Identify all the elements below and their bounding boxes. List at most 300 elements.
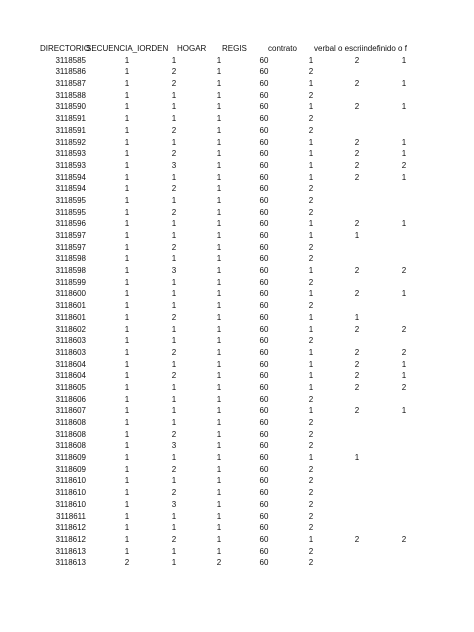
table-cell: 2 <box>171 79 177 89</box>
table-cell: 1 <box>124 266 130 276</box>
table-cell: 1 <box>171 558 177 568</box>
table-cell: 2 <box>308 277 314 287</box>
table-cell: 1 <box>124 523 130 533</box>
table-cell: 1 <box>216 511 222 521</box>
table-cell: 1 <box>401 149 407 159</box>
table-cell: 60 <box>259 523 269 533</box>
table-cell: 3118587 <box>55 79 86 89</box>
table-row <box>0 66 474 78</box>
table-cell: 3118591 <box>55 114 86 124</box>
table-cell: 1 <box>216 464 222 474</box>
table-cell: 60 <box>259 371 269 381</box>
table-cell: 2 <box>354 55 360 65</box>
table-row <box>0 534 474 546</box>
table-cell: 3118606 <box>55 394 86 404</box>
table-cell: 3118601 <box>55 301 86 311</box>
table-cell: 1 <box>171 453 177 463</box>
table-cell: 1 <box>171 523 177 533</box>
table-cell: 1 <box>308 149 314 159</box>
table-cell: 60 <box>259 67 269 77</box>
table-cell: 1 <box>216 429 222 439</box>
table-cell: 2 <box>401 382 407 392</box>
table-cell: 2 <box>354 534 360 544</box>
table-cell: 2 <box>354 137 360 147</box>
table-cell: 1 <box>124 114 130 124</box>
table-cell: 3118602 <box>55 324 86 334</box>
table-cell: 3118596 <box>55 219 86 229</box>
table-cell: 1 <box>401 137 407 147</box>
table-cell: 1 <box>216 523 222 533</box>
table-cell: 1 <box>124 242 130 252</box>
table-cell: 1 <box>171 172 177 182</box>
table-row <box>0 265 474 277</box>
table-cell: 1 <box>216 453 222 463</box>
table-cell: 1 <box>124 231 130 240</box>
table-cell: 1 <box>124 382 130 392</box>
table-cell: 2 <box>308 195 314 205</box>
table-row <box>0 300 474 312</box>
table-cell: 1 <box>216 418 222 427</box>
table-cell: 1 <box>216 312 222 322</box>
table-cell: 1 <box>124 394 130 404</box>
table-cell: 3118593 <box>55 160 86 170</box>
table-cell: 2 <box>308 242 314 252</box>
table-row <box>0 405 474 417</box>
table-cell: 2 <box>308 254 314 264</box>
table-cell: 3118585 <box>55 55 86 65</box>
table-cell: 2 <box>308 441 314 451</box>
table-cell: 60 <box>259 488 269 498</box>
table-cell: 1 <box>308 382 314 392</box>
table-cell: 2 <box>354 324 360 334</box>
table-cell: 1 <box>171 359 177 369</box>
table-row <box>0 101 474 113</box>
table-cell: 2 <box>354 359 360 369</box>
table-cell: 2 <box>308 336 314 346</box>
table-cell: 3118597 <box>55 242 86 252</box>
table-cell: 60 <box>259 184 269 194</box>
table-cell: 2 <box>308 499 314 509</box>
table-cell: 1 <box>171 511 177 521</box>
table-cell: 1 <box>124 219 130 229</box>
table-cell: 1 <box>216 242 222 252</box>
table-cell: 1 <box>216 336 222 346</box>
table-cell: 2 <box>308 90 314 100</box>
table-cell: 1 <box>308 324 314 334</box>
table-cell: 2 <box>171 488 177 498</box>
table-cell: 1 <box>216 406 222 416</box>
table-cell: 60 <box>259 172 269 182</box>
table-cell: 1 <box>124 67 130 77</box>
table-cell: 3118598 <box>55 254 86 264</box>
table-cell: 60 <box>259 347 269 357</box>
table-cell: 1 <box>308 266 314 276</box>
table-row <box>0 125 474 137</box>
table-row <box>0 78 474 90</box>
table-cell: 2 <box>171 347 177 357</box>
table-cell: 3118604 <box>55 359 86 369</box>
table-cell: 60 <box>259 207 269 217</box>
table-cell: 1 <box>216 67 222 77</box>
table-row <box>0 218 474 230</box>
table-cell: 2 <box>354 266 360 276</box>
table-cell: 1 <box>216 499 222 509</box>
table-cell: 2 <box>308 523 314 533</box>
table-cell: 3118591 <box>55 125 86 135</box>
table-cell: 60 <box>259 149 269 159</box>
table-cell: 1 <box>124 277 130 287</box>
table-cell: 3118608 <box>55 441 86 451</box>
table-cell: 1 <box>124 184 130 194</box>
table-cell: 2 <box>171 207 177 217</box>
table-cell: 1 <box>216 324 222 334</box>
table-row <box>0 195 474 207</box>
table-cell: 1 <box>124 324 130 334</box>
table-cell: 3118608 <box>55 429 86 439</box>
table-cell: 1 <box>124 301 130 311</box>
table-cell: 1 <box>308 219 314 229</box>
table-cell: 2 <box>171 125 177 135</box>
table-cell: 60 <box>259 277 269 287</box>
table-row <box>0 394 474 406</box>
table-cell: 1 <box>124 55 130 65</box>
table-cell: 1 <box>216 172 222 182</box>
table-cell: 1 <box>216 277 222 287</box>
table-cell: 2 <box>308 546 314 556</box>
table-cell: 2 <box>308 125 314 135</box>
table-cell: 3118609 <box>55 464 86 474</box>
table-cell: 1 <box>124 289 130 299</box>
table-cell: 2 <box>171 67 177 77</box>
table-cell: 1 <box>308 231 314 240</box>
table-cell: 1 <box>308 371 314 381</box>
table-cell: 1 <box>171 382 177 392</box>
table-cell: 1 <box>216 382 222 392</box>
column-header: contrato <box>268 44 297 53</box>
table-row <box>0 55 474 67</box>
table-row <box>0 253 474 265</box>
table-cell: 60 <box>259 511 269 521</box>
table-cell: 2 <box>308 464 314 474</box>
table-cell: 2 <box>171 312 177 322</box>
table-cell: 1 <box>308 406 314 416</box>
table-cell: 3118592 <box>55 137 86 147</box>
table-cell: 3118610 <box>55 488 86 498</box>
table-cell: 2 <box>354 347 360 357</box>
table-row <box>0 370 474 382</box>
table-cell: 2 <box>354 406 360 416</box>
table-cell: 3118595 <box>55 195 86 205</box>
table-cell: 3118609 <box>55 453 86 463</box>
table-cell: 60 <box>259 418 269 427</box>
table-cell: 3118610 <box>55 476 86 486</box>
table-cell: 2 <box>401 266 407 276</box>
table-cell: 60 <box>259 499 269 509</box>
table-cell: 1 <box>354 453 360 463</box>
table-row <box>0 452 474 464</box>
table-cell: 1 <box>401 79 407 89</box>
table-cell: 3118588 <box>55 90 86 100</box>
table-cell: 2 <box>308 207 314 217</box>
table-cell: 2 <box>401 160 407 170</box>
table-cell: 60 <box>259 242 269 252</box>
column-header: HOGAR <box>177 44 207 53</box>
table-cell: 2 <box>354 172 360 182</box>
table-cell: 1 <box>308 359 314 369</box>
table-cell: 1 <box>124 336 130 346</box>
table-row <box>0 207 474 219</box>
table-cell: 60 <box>259 336 269 346</box>
table-cell: 60 <box>259 79 269 89</box>
table-row <box>0 312 474 324</box>
table-row <box>0 324 474 336</box>
table-cell: 1 <box>216 137 222 147</box>
table-cell: 1 <box>216 55 222 65</box>
table-cell: 60 <box>259 137 269 147</box>
table-cell: 3 <box>171 160 177 170</box>
table-cell: 2 <box>308 67 314 77</box>
table-cell: 2 <box>354 149 360 159</box>
table-cell: 1 <box>124 499 130 509</box>
table-cell: 3118610 <box>55 499 86 509</box>
table-cell: 1 <box>124 90 130 100</box>
table-cell: 1 <box>308 534 314 544</box>
table-cell: 1 <box>216 114 222 124</box>
table-cell: 1 <box>216 371 222 381</box>
table-cell: 1 <box>216 534 222 544</box>
table-row <box>0 113 474 125</box>
table-cell: 1 <box>216 102 222 112</box>
table-row <box>0 429 474 441</box>
table-cell: 2 <box>171 534 177 544</box>
table-cell: 1 <box>124 359 130 369</box>
table-cell: 1 <box>124 102 130 112</box>
table-cell: 2 <box>124 558 130 568</box>
table-cell: 1 <box>124 464 130 474</box>
table-cell: 1 <box>216 79 222 89</box>
table-cell: 1 <box>354 231 360 240</box>
table-cell: 1 <box>124 406 130 416</box>
table-cell: 1 <box>216 476 222 486</box>
table-row <box>0 148 474 160</box>
table-cell: 3118613 <box>55 546 86 556</box>
table-cell: 2 <box>308 476 314 486</box>
table-cell: 2 <box>171 464 177 474</box>
table-cell: 3118594 <box>55 172 86 182</box>
table-cell: 1 <box>171 476 177 486</box>
table-cell: 1 <box>308 289 314 299</box>
table-cell: 60 <box>259 394 269 404</box>
table-cell: 1 <box>171 195 177 205</box>
table-cell: 1 <box>401 172 407 182</box>
table-cell: 1 <box>216 289 222 299</box>
table-cell: 1 <box>308 312 314 322</box>
table-cell: 3118599 <box>55 277 86 287</box>
table-row <box>0 475 474 487</box>
table-cell: 1 <box>171 55 177 65</box>
table-cell: 60 <box>259 558 269 568</box>
table-cell: 1 <box>308 55 314 65</box>
table-cell: 1 <box>308 453 314 463</box>
table-cell: 2 <box>401 347 407 357</box>
table-cell: 2 <box>171 371 177 381</box>
table-cell: 2 <box>216 558 222 568</box>
table-cell: 1 <box>124 207 130 217</box>
table-cell: 1 <box>124 172 130 182</box>
table-cell: 1 <box>171 301 177 311</box>
table-cell: 1 <box>216 149 222 159</box>
table-cell: 1 <box>216 266 222 276</box>
table-cell: 1 <box>216 160 222 170</box>
column-header: REGIS <box>222 44 247 53</box>
table-cell: 2 <box>308 184 314 194</box>
table-cell: 1 <box>124 546 130 556</box>
table-cell: 1 <box>216 488 222 498</box>
table-cell: 1 <box>216 219 222 229</box>
table-cell: 60 <box>259 254 269 264</box>
table-cell: 1 <box>171 102 177 112</box>
table-row <box>0 160 474 172</box>
table-cell: 1 <box>216 207 222 217</box>
table-row <box>0 557 474 569</box>
table-cell: 2 <box>354 371 360 381</box>
table-cell: 3118607 <box>55 406 86 416</box>
table-cell: 1 <box>124 511 130 521</box>
table-row <box>0 546 474 558</box>
table-cell: 2 <box>354 382 360 392</box>
table-cell: 3118590 <box>55 102 86 112</box>
table-cell: 1 <box>124 453 130 463</box>
table-cell: 1 <box>124 476 130 486</box>
table-cell: 1 <box>216 301 222 311</box>
table-row <box>0 382 474 394</box>
table-cell: 1 <box>308 347 314 357</box>
table-cell: 60 <box>259 266 269 276</box>
table-cell: 60 <box>259 90 269 100</box>
table-cell: 1 <box>401 55 407 65</box>
table-cell: 3118600 <box>55 289 86 299</box>
table-cell: 2 <box>354 160 360 170</box>
table-row <box>0 277 474 289</box>
table-cell: 1 <box>171 254 177 264</box>
table-cell: 60 <box>259 382 269 392</box>
table-cell: 1 <box>124 137 130 147</box>
table-cell: 1 <box>171 336 177 346</box>
table-cell: 3 <box>171 441 177 451</box>
table-cell: 1 <box>308 79 314 89</box>
table-cell: 1 <box>401 219 407 229</box>
table-cell: 1 <box>171 90 177 100</box>
table-cell: 1 <box>171 324 177 334</box>
table-cell: 2 <box>308 511 314 521</box>
table-cell: 2 <box>401 534 407 544</box>
table-cell: 3118593 <box>55 149 86 159</box>
table-row <box>0 230 474 242</box>
table-cell: 60 <box>259 453 269 463</box>
table-row <box>0 288 474 300</box>
table-cell: 2 <box>308 418 314 427</box>
table-cell: 1 <box>401 371 407 381</box>
table-cell: 1 <box>124 418 130 427</box>
table-cell: 3118594 <box>55 184 86 194</box>
table-cell: 1 <box>171 406 177 416</box>
table-cell: 60 <box>259 102 269 112</box>
table-cell: 1 <box>216 254 222 264</box>
table-row <box>0 242 474 254</box>
table-cell: 2 <box>308 488 314 498</box>
table-cell: 1 <box>216 231 222 240</box>
table-cell: 60 <box>259 441 269 451</box>
table-cell: 1 <box>171 114 177 124</box>
table-cell: 1 <box>124 371 130 381</box>
table-cell: 1 <box>216 347 222 357</box>
table-cell: 1 <box>216 441 222 451</box>
table-cell: 3118605 <box>55 382 86 392</box>
header-row <box>0 43 474 55</box>
table-row <box>0 347 474 359</box>
table-cell: 1 <box>171 546 177 556</box>
table-cell: 1 <box>401 406 407 416</box>
table-cell: 60 <box>259 114 269 124</box>
table-cell: 2 <box>171 149 177 159</box>
table-cell: 3118586 <box>55 67 86 77</box>
table-cell: 2 <box>308 558 314 568</box>
table-row <box>0 440 474 452</box>
table-cell: 1 <box>216 90 222 100</box>
table-row <box>0 487 474 499</box>
table-cell: 1 <box>124 195 130 205</box>
table-row <box>0 511 474 523</box>
table-cell: 60 <box>259 312 269 322</box>
table-cell: 60 <box>259 301 269 311</box>
table-cell: 60 <box>259 55 269 65</box>
table-cell: 1 <box>216 359 222 369</box>
column-header: verbal o escriindefinido o f <box>314 44 407 53</box>
table-cell: 1 <box>216 394 222 404</box>
table-row <box>0 183 474 195</box>
table-cell: 2 <box>308 394 314 404</box>
table-cell: 3118603 <box>55 347 86 357</box>
table-cell: 3118611 <box>56 511 86 521</box>
table-cell: 60 <box>259 546 269 556</box>
table-cell: 3118612 <box>55 523 86 533</box>
table-cell: 1 <box>124 347 130 357</box>
table-cell: 1 <box>171 394 177 404</box>
table-cell: 1 <box>124 160 130 170</box>
table-cell: 1 <box>171 219 177 229</box>
table-cell: 1 <box>171 289 177 299</box>
table-row <box>0 172 474 184</box>
table-row <box>0 417 474 429</box>
table-cell: 60 <box>259 429 269 439</box>
table-row <box>0 90 474 102</box>
table-cell: 1 <box>124 488 130 498</box>
table-cell: 1 <box>308 172 314 182</box>
table-cell: 1 <box>216 184 222 194</box>
table-cell: 2 <box>171 429 177 439</box>
table-cell: 1 <box>171 231 177 240</box>
table-cell: 3118604 <box>55 371 86 381</box>
table-cell: 3 <box>171 499 177 509</box>
table-cell: 1 <box>401 359 407 369</box>
table-cell: 1 <box>354 312 360 322</box>
table-row <box>0 137 474 149</box>
table-cell: 1 <box>401 102 407 112</box>
table-cell: 1 <box>124 125 130 135</box>
table-cell: 3118598 <box>55 266 86 276</box>
data-table <box>0 43 474 569</box>
table-cell: 2 <box>308 429 314 439</box>
